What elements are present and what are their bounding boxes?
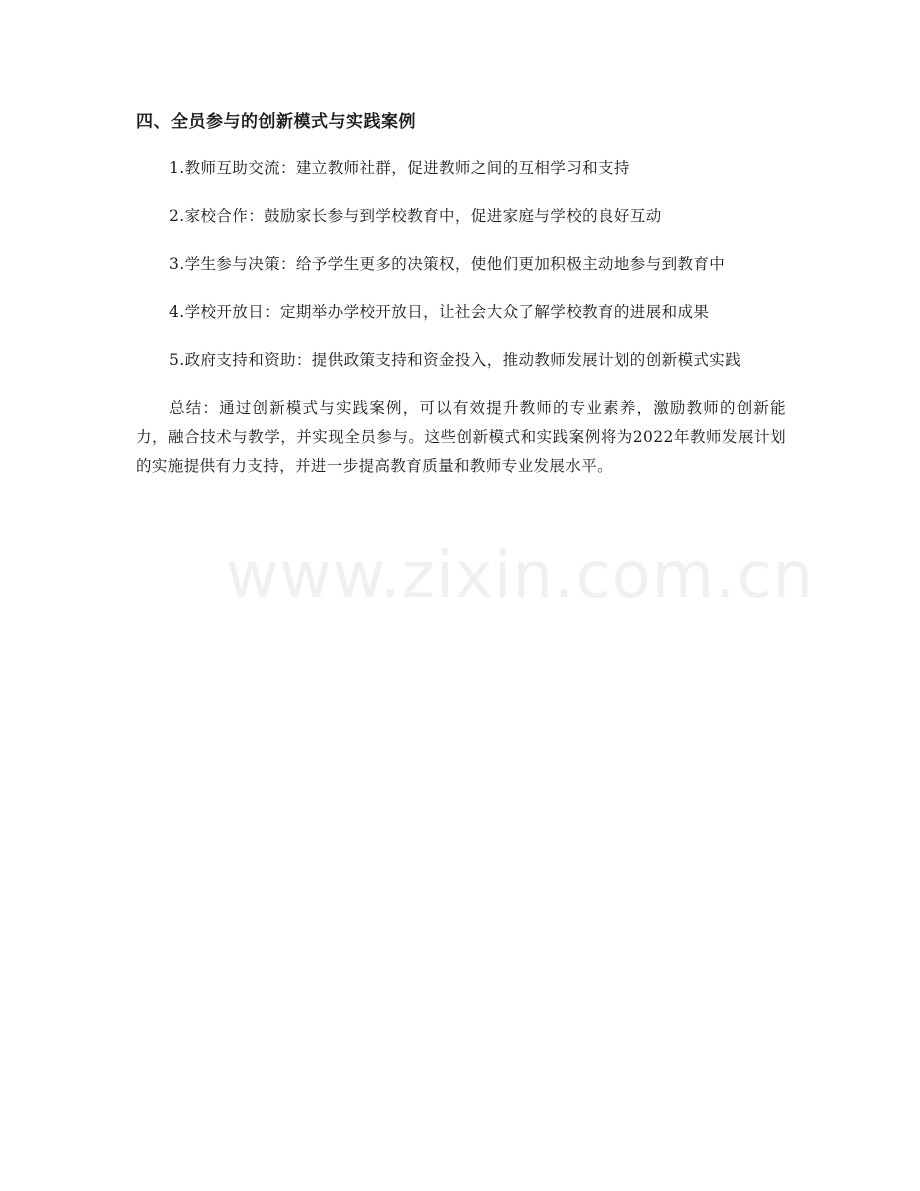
list-item: 5.政府支持和资助：提供政策支持和资金投入，推动教师发展计划的创新模式实践	[169, 351, 742, 369]
list-item: 1.教师互助交流：建立教师社群，促进教师之间的互相学习和支持	[169, 159, 630, 177]
list-item: 3.学生参与决策：给予学生更多的决策权，使他们更加积极主动地参与到教育中	[169, 255, 726, 273]
watermark: www.zixin.com.cn	[226, 539, 815, 613]
section-heading: 四、全员参与的创新模式与实践案例	[136, 112, 416, 132]
summary-paragraph: 总结：通过创新模式与实践案例，可以有效提升教师的专业素养，激励教师的创新能力，融合技术与教学，并实现全员参与。这些创新模式和实践案例将为2022年教师发展计划的实施提供有力支持，并进一步提高教育质量和教师专业发展水平。	[136, 399, 786, 475]
list-item: 4.学校开放日：定期举办学校开放日，让社会大众了解学校教育的进展和成果	[169, 303, 710, 321]
document-content	[136, 108, 786, 500]
list-item: 2.家校合作：鼓励家长参与到学校教育中，促进家庭与学校的良好互动	[169, 207, 662, 225]
